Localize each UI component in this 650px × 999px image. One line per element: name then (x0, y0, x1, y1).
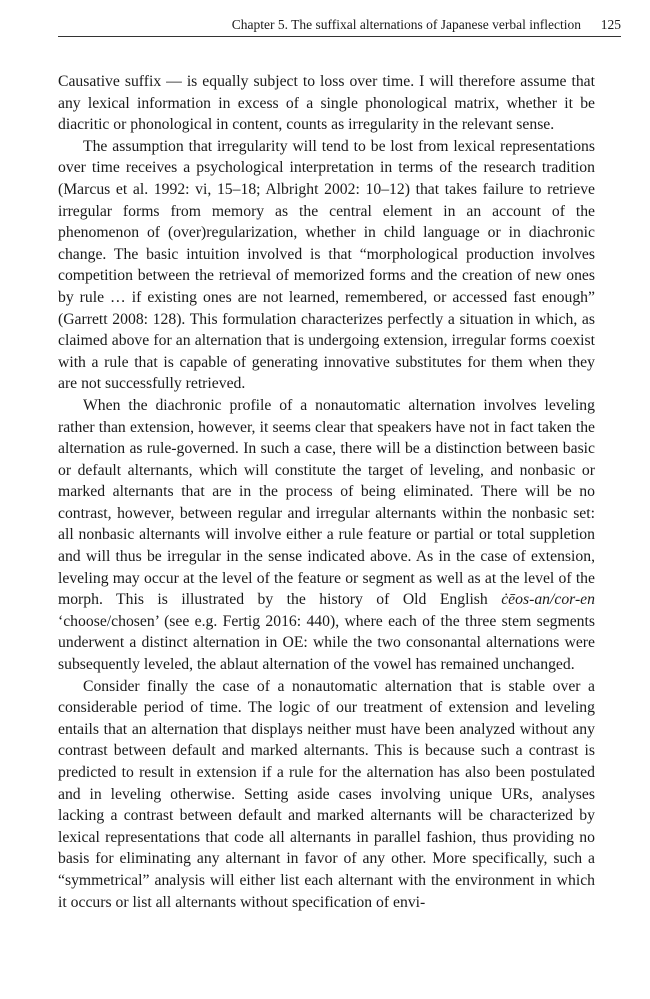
paragraph (58, 136, 595, 395)
running-header (58, 14, 621, 37)
text-run: Causative suffix — is equally subject to loss over time. I will therefore assume that any lexical information in excess of a single phonological matrix, whether it be diacritic or phonological in content, counts as irregularity in the relevant sense. (58, 73, 595, 134)
text-run: The assumption that irregularity will tend to be lost from lexical representations over time receives a psychological interpretation in terms of the research tradition (Marcus et al. 1992: vi, 15–18; Albright 2002: 10–12) that takes failure to retrieve irregular forms from memory as the central element in an account of the phenomenon of (over)regularization, whether in child language or in diachronic change. The basic intuition involved is that “morphological production involves competition between the retrieval of memorized forms and the creation of new ones by rule … if existing ones are not learned, remembered, or accessed fast enough” (Garrett 2008: 128). This formulation characterizes perfectly a situation in which, as claimed above for an alternation that is undergoing extension, irregular forms coexist with a rule that is capable of generating innovative substitutes for them when they are not successfully retrieved. (58, 137, 595, 393)
text-run: When the diachronic profile of a nonautomatic alternation involves leveling rather than extension, however, it seems clear that speakers have not in fact taken the alternation as rule-governed. In such a case, there will be a distinction between basic or default alternants, which will constitute the target of leveling, and nonbasic or marked alternants that are in the process of being eliminated. There will be no contrast, however, between regular and irregular alternants within the nonbasic set: all nonbasic alternants will involve either a rule feature or partial or total suppletion and will thus be irregular in the sense indicated above. As in the case of extension, leveling may occur at the level of the feature or segment as well as at the level of the morph. This is illustrated by the history of Old English (58, 396, 595, 609)
paragraph (58, 395, 595, 676)
text-run: Consider finally the case of a nonautomatic alternation that is stable over a considerable period of time. The logic of our treatment of extension and leveling entails that an alternation that displays neither must have been analyzed without any contrast between default and marked alternants. This is because such a contrast is predicted to result in extension if a rule for the alternation has also been postulated and in leveling otherwise. Setting aside cases involving unique URs, analyses lacking a contrast between default and marked alternants will be characterized by lexical representations that code all alternants in parallel fashion, thus providing no basis for eliminating any alternant in favor of any other. More specifically, such a “symmetrical” analysis will either list each alternant with the environment in which it occurs or list all alternants without specification of envi- (58, 677, 595, 911)
chapter-title: Chapter 5. The suffixal alternations of Japanese verbal inflection (231, 17, 581, 32)
page-number: 125 (600, 17, 621, 32)
text-run: ‘choose/chosen’ (see e.g. Fertig 2016: 440), where each of the three stem segments underwent a distinct alternation in OE: while the two consonantal alternations were subsequently leveled, the ablaut alternation of the vowel has remained unchanged. (58, 612, 595, 674)
body-text (58, 71, 595, 913)
paragraph (58, 676, 595, 914)
italic-term: ċēos-an/cor-en (501, 591, 595, 609)
paragraph (58, 71, 595, 136)
